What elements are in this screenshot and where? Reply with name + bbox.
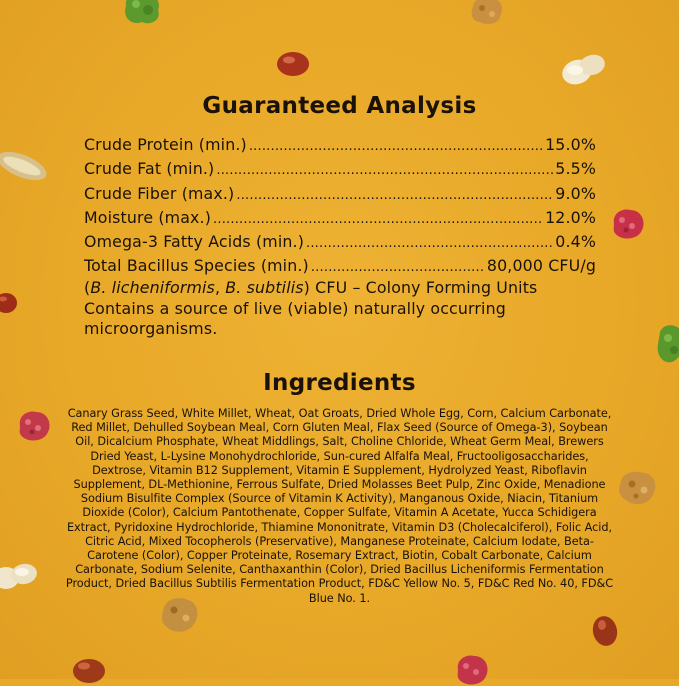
dot-leader	[311, 260, 485, 275]
analysis-label: Omega-3 Fatty Acids (min.)	[84, 232, 305, 252]
analysis-label: Crude Protein (min.)	[84, 135, 247, 154]
red-pellet-icon	[0, 290, 20, 316]
analysis-label: Crude Fiber (max.)	[84, 183, 235, 203]
green-pellet-icon	[122, 0, 162, 26]
species-subtilis: B. subtilis	[225, 278, 304, 297]
brown-pellet-icon	[590, 614, 620, 648]
analysis-label: Crude Fat (min.)	[84, 159, 215, 179]
pink-berry-icon	[16, 408, 52, 444]
analysis-row	[84, 208, 596, 232]
analysis-row	[84, 159, 596, 183]
analysis-value: 12.0%	[545, 207, 596, 227]
note-text: ) CFU – Colony Forming Units Contains a source of live (viable) naturally occurring microorganisms.	[84, 278, 538, 338]
note-open-paren: (	[84, 278, 91, 297]
analysis-value: 5.5%	[555, 159, 596, 179]
analysis-value: 9.0%	[555, 183, 596, 203]
white-seed-icon	[0, 558, 40, 594]
pink-berry-icon	[454, 652, 490, 686]
dot-leader	[236, 188, 553, 203]
pink-berry-icon	[610, 206, 646, 242]
analysis-row	[84, 232, 596, 256]
analysis-row	[84, 184, 596, 208]
brown-pellet-icon	[72, 656, 106, 684]
ingredients-title: Ingredients	[263, 370, 416, 396]
oat-seed-icon	[0, 146, 50, 186]
red-pellet-icon	[276, 50, 310, 78]
ingredients-list: Canary Grass Seed, White Millet, Wheat, Oat Groats, Dried Whole Egg, Corn, Calcium Carbonate, Red Millet, Dehulled Soybean Meal, Corn Gluten Meal, Flax Seed (Source of Omega-3), Soybean Oil, Dicalcium Phosphate, Wheat Middlings, Salt, Choline Chloride, Wheat Germ Meal, Brewers Dried Yeast, L-Lysine Monohydrochloride, Sun-cured Alfalfa Meal, Fructooligosaccharides, Dextrose, Vitamin B12 Supplement, Vitamin E Supplement, Hydrolyzed Yeast, Riboflavin Supplement, DL-Methionine, Ferrous Sulfate, Dried Molasses Beet Pulp, Zinc Oxide, Menadione Sodium Bisulfite Complex (Source of Vitamin K Activity), Manganous Oxide, Niacin, Titanium Dioxide (Color), Calcium Pantothenate, Copper Sulfate, Vitamin A Acetate, Yucca Schidigera Extract, Pyridoxine Hydrochloride, Thiamine Mononitrate, Vitamin D3 (Cholecalciferol), Folic Acid, Citric Acid, Mixed Tocopherols (Preservative), Manganese Proteinate, Calcium Iodate, Beta-Carotene (Color), Copper Proteinate, Rosemary Extract, Biotin, Cobalt Carbonate, Calcium Carbonate, Sodium Selenite, Canthaxanthin (Color), Dried Bacillus Licheniformis Fermentation Product, Dried Bacillus Subtilis Fermentation Product, FD&C Yellow No. 5, FD&C Red No. 40, FD&C Blue No. 1.	[65, 407, 614, 605]
white-seed-icon	[558, 50, 608, 88]
dot-leader	[213, 212, 543, 227]
analysis-value: 80,000 CFU/g	[486, 256, 596, 276]
analysis-row	[84, 135, 596, 159]
cfu-note	[84, 278, 596, 340]
analysis-value: 0.4%	[555, 232, 596, 252]
green-pellet-icon	[654, 322, 679, 364]
dot-leader	[249, 139, 543, 154]
tan-crumble-icon	[618, 470, 658, 506]
guaranteed-analysis-table	[84, 135, 596, 281]
dot-leader	[216, 163, 553, 178]
analysis-value: 15.0%	[545, 135, 596, 154]
species-licheniformis: B. licheniformis	[90, 278, 215, 297]
dot-leader	[306, 236, 553, 251]
guaranteed-analysis-title: Guaranteed Analysis	[202, 93, 477, 119]
note-separator: ,	[214, 278, 226, 297]
analysis-label: Moisture (max.)	[84, 207, 212, 227]
analysis-label: Total Bacillus Species (min.)	[84, 256, 309, 276]
tan-crumble-icon	[470, 0, 504, 26]
